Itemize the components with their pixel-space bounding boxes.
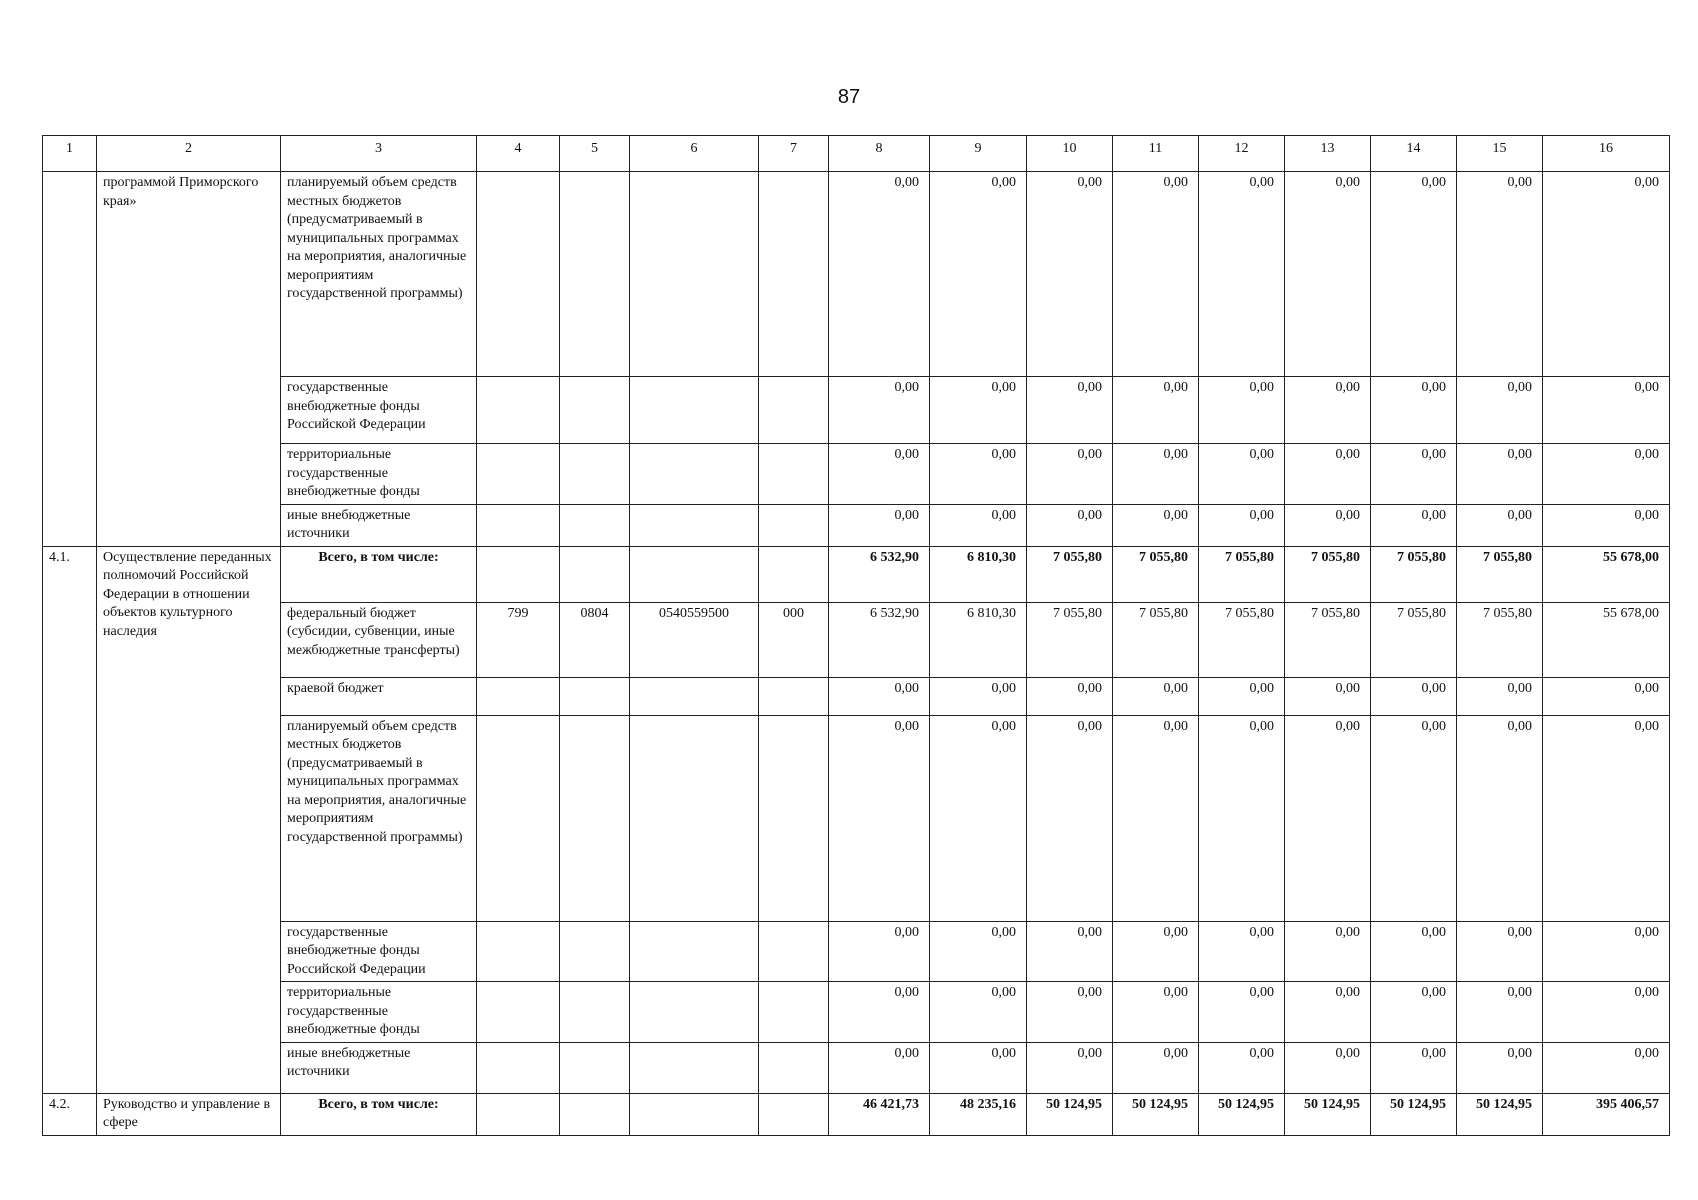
- amount-cell: 6 532,90: [829, 546, 930, 602]
- funding-source-cell: территориальные государственные внебюджетные фонды: [281, 982, 477, 1043]
- column-header: 13: [1285, 136, 1371, 172]
- code-cell: [477, 1093, 560, 1135]
- table-row: [43, 504, 1670, 546]
- page-number: 87: [837, 86, 861, 108]
- amount-cell: 0,00: [1371, 982, 1457, 1043]
- amount-cell: 7 055,80: [1113, 546, 1199, 602]
- amount-total-cell: 55 678,00: [1543, 546, 1670, 602]
- code-cell: [630, 677, 759, 715]
- amount-cell: 0,00: [1457, 444, 1543, 505]
- code-cell: [477, 377, 560, 444]
- amount-cell: 0,00: [1285, 982, 1371, 1043]
- funding-source-cell: государственные внебюджетные фонды Российской Федерации: [281, 377, 477, 444]
- funding-source-cell: Всего, в том числе:: [281, 546, 477, 602]
- amount-cell: 48 235,16: [930, 1093, 1027, 1135]
- amount-cell: 0,00: [1285, 444, 1371, 505]
- code-cell: [759, 1042, 829, 1093]
- amount-cell: 0,00: [829, 1042, 930, 1093]
- amount-total-cell: 0,00: [1543, 377, 1670, 444]
- amount-cell: 0,00: [1027, 677, 1113, 715]
- code-cell: [560, 504, 630, 546]
- row-number-cell: 4.1.: [43, 546, 97, 1093]
- amount-cell: 0,00: [1113, 1042, 1199, 1093]
- amount-cell: 0,00: [1371, 921, 1457, 982]
- code-cell: [759, 172, 829, 377]
- amount-cell: 7 055,80: [1199, 602, 1285, 677]
- table-row: [43, 982, 1670, 1043]
- code-cell: [560, 982, 630, 1043]
- code-cell: [477, 921, 560, 982]
- amount-cell: 0,00: [1285, 504, 1371, 546]
- amount-cell: 7 055,80: [1027, 602, 1113, 677]
- amount-cell: 7 055,80: [1457, 546, 1543, 602]
- amount-cell: 0,00: [930, 444, 1027, 505]
- amount-cell: 0,00: [1199, 715, 1285, 921]
- code-cell: [630, 982, 759, 1043]
- amount-cell: 0,00: [829, 921, 930, 982]
- amount-total-cell: 0,00: [1543, 504, 1670, 546]
- code-cell: 0540559500: [630, 602, 759, 677]
- amount-total-cell: 0,00: [1543, 172, 1670, 377]
- amount-cell: 7 055,80: [1113, 602, 1199, 677]
- amount-total-cell: 55 678,00: [1543, 602, 1670, 677]
- amount-cell: 0,00: [829, 504, 930, 546]
- code-cell: [759, 982, 829, 1043]
- table-row: [43, 921, 1670, 982]
- amount-cell: 7 055,80: [1457, 602, 1543, 677]
- amount-cell: 0,00: [1027, 982, 1113, 1043]
- code-cell: 799: [477, 602, 560, 677]
- amount-cell: 0,00: [1457, 1042, 1543, 1093]
- code-cell: [477, 982, 560, 1043]
- funding-source-cell: иные внебюджетные источники: [281, 504, 477, 546]
- code-cell: [759, 1093, 829, 1135]
- amount-cell: 0,00: [930, 1042, 1027, 1093]
- amount-cell: 0,00: [1027, 172, 1113, 377]
- amount-cell: 7 055,80: [1371, 602, 1457, 677]
- amount-cell: 0,00: [1113, 715, 1199, 921]
- amount-total-cell: 0,00: [1543, 677, 1670, 715]
- code-cell: 0804: [560, 602, 630, 677]
- column-header: 15: [1457, 136, 1543, 172]
- amount-cell: 50 124,95: [1457, 1093, 1543, 1135]
- amount-cell: 0,00: [1113, 504, 1199, 546]
- amount-cell: 7 055,80: [1199, 546, 1285, 602]
- amount-cell: 0,00: [930, 504, 1027, 546]
- table-row: [43, 715, 1670, 921]
- column-header: 8: [829, 136, 930, 172]
- table-row: [43, 172, 1670, 377]
- table-row: [43, 1042, 1670, 1093]
- amount-cell: 0,00: [1457, 377, 1543, 444]
- amount-cell: 0,00: [1285, 715, 1371, 921]
- amount-cell: 0,00: [930, 982, 1027, 1043]
- code-cell: [759, 677, 829, 715]
- table-row: [43, 444, 1670, 505]
- amount-cell: 0,00: [1027, 715, 1113, 921]
- code-cell: [560, 444, 630, 505]
- column-header: 9: [930, 136, 1027, 172]
- amount-cell: 0,00: [1457, 715, 1543, 921]
- amount-cell: 0,00: [1027, 1042, 1113, 1093]
- amount-cell: 7 055,80: [1285, 602, 1371, 677]
- amount-cell: 0,00: [1199, 504, 1285, 546]
- code-cell: 000: [759, 602, 829, 677]
- amount-cell: 0,00: [1113, 172, 1199, 377]
- amount-cell: 0,00: [1371, 172, 1457, 377]
- amount-cell: 0,00: [1027, 504, 1113, 546]
- code-cell: [630, 546, 759, 602]
- funding-source-cell: территориальные государственные внебюджетные фонды: [281, 444, 477, 505]
- code-cell: [759, 921, 829, 982]
- column-header: 6: [630, 136, 759, 172]
- row-number-cell: [43, 172, 97, 547]
- column-header: 3: [281, 136, 477, 172]
- table-row: [43, 602, 1670, 677]
- code-cell: [759, 504, 829, 546]
- column-header: 16: [1543, 136, 1670, 172]
- amount-cell: 0,00: [1199, 172, 1285, 377]
- amount-cell: 0,00: [829, 982, 930, 1043]
- amount-cell: 0,00: [1113, 982, 1199, 1043]
- amount-total-cell: 0,00: [1543, 921, 1670, 982]
- table-row: [43, 546, 1670, 602]
- code-cell: [560, 377, 630, 444]
- amount-cell: 6 810,30: [930, 602, 1027, 677]
- code-cell: [477, 677, 560, 715]
- amount-cell: 0,00: [1371, 444, 1457, 505]
- amount-cell: 0,00: [1371, 677, 1457, 715]
- amount-cell: 0,00: [930, 921, 1027, 982]
- amount-cell: 0,00: [829, 715, 930, 921]
- code-cell: [477, 1042, 560, 1093]
- amount-cell: 0,00: [1457, 504, 1543, 546]
- code-cell: [630, 377, 759, 444]
- amount-cell: 0,00: [930, 377, 1027, 444]
- amount-cell: 0,00: [1371, 1042, 1457, 1093]
- row-number-cell: 4.2.: [43, 1093, 97, 1135]
- amount-cell: 0,00: [1285, 677, 1371, 715]
- code-cell: [560, 921, 630, 982]
- table-row: [43, 1093, 1670, 1135]
- code-cell: [560, 546, 630, 602]
- table-row: [43, 377, 1670, 444]
- amount-cell: 50 124,95: [1285, 1093, 1371, 1135]
- column-header: 2: [97, 136, 281, 172]
- amount-cell: 0,00: [1199, 444, 1285, 505]
- amount-cell: 50 124,95: [1371, 1093, 1457, 1135]
- column-header: 12: [1199, 136, 1285, 172]
- code-cell: [630, 172, 759, 377]
- amount-cell: 7 055,80: [1285, 546, 1371, 602]
- column-header: 14: [1371, 136, 1457, 172]
- code-cell: [630, 504, 759, 546]
- funding-source-cell: краевой бюджет: [281, 677, 477, 715]
- amount-cell: 7 055,80: [1027, 546, 1113, 602]
- amount-cell: 6 810,30: [930, 546, 1027, 602]
- code-cell: [630, 715, 759, 921]
- amount-cell: 0,00: [1199, 982, 1285, 1043]
- amount-cell: 46 421,73: [829, 1093, 930, 1135]
- amount-total-cell: 0,00: [1543, 715, 1670, 921]
- amount-cell: 0,00: [1285, 1042, 1371, 1093]
- amount-cell: 6 532,90: [829, 602, 930, 677]
- amount-cell: 0,00: [930, 677, 1027, 715]
- amount-cell: 0,00: [1199, 677, 1285, 715]
- amount-cell: 50 124,95: [1113, 1093, 1199, 1135]
- amount-cell: 0,00: [1457, 172, 1543, 377]
- amount-cell: 50 124,95: [1027, 1093, 1113, 1135]
- code-cell: [759, 377, 829, 444]
- amount-cell: 0,00: [1027, 444, 1113, 505]
- amount-cell: 0,00: [930, 715, 1027, 921]
- code-cell: [630, 444, 759, 505]
- code-cell: [477, 172, 560, 377]
- amount-cell: 0,00: [829, 172, 930, 377]
- column-header: 4: [477, 136, 560, 172]
- amount-cell: 0,00: [1371, 377, 1457, 444]
- funding-source-cell: федеральный бюджет (субсидии, субвенции, иные межбюджетные трансферты): [281, 602, 477, 677]
- amount-cell: 0,00: [1113, 444, 1199, 505]
- funding-source-cell: иные внебюджетные источники: [281, 1042, 477, 1093]
- activity-name-cell: программой Приморского края»: [97, 172, 281, 547]
- amount-cell: 7 055,80: [1371, 546, 1457, 602]
- code-cell: [560, 715, 630, 921]
- amount-cell: 0,00: [930, 172, 1027, 377]
- amount-cell: 0,00: [1027, 921, 1113, 982]
- code-cell: [477, 546, 560, 602]
- funding-source-cell: планируемый объем средств местных бюджетов (предусматриваемый в муниципальных программах на мероприятия, аналогичные мероприятиям государственной программы): [281, 715, 477, 921]
- amount-total-cell: 0,00: [1543, 444, 1670, 505]
- column-header: 10: [1027, 136, 1113, 172]
- amount-cell: 0,00: [1199, 377, 1285, 444]
- code-cell: [477, 444, 560, 505]
- amount-cell: 0,00: [1457, 921, 1543, 982]
- amount-total-cell: 395 406,57: [1543, 1093, 1670, 1135]
- column-header: 11: [1113, 136, 1199, 172]
- activity-name-cell: Осуществление переданных полномочий Российской Федерации в отношении объектов культурного наследия: [97, 546, 281, 1093]
- amount-cell: 0,00: [1457, 677, 1543, 715]
- amount-cell: 0,00: [1199, 1042, 1285, 1093]
- table-row: [43, 677, 1670, 715]
- amount-cell: 0,00: [1285, 172, 1371, 377]
- code-cell: [477, 715, 560, 921]
- funding-source-cell: государственные внебюджетные фонды Российской Федерации: [281, 921, 477, 982]
- amount-cell: 0,00: [1285, 921, 1371, 982]
- amount-cell: 50 124,95: [1199, 1093, 1285, 1135]
- activity-name-cell: Руководство и управление в сфере: [97, 1093, 281, 1135]
- amount-cell: 0,00: [1285, 377, 1371, 444]
- code-cell: [759, 444, 829, 505]
- amount-cell: 0,00: [1371, 715, 1457, 921]
- code-cell: [759, 546, 829, 602]
- amount-total-cell: 0,00: [1543, 1042, 1670, 1093]
- funding-source-cell: Всего, в том числе:: [281, 1093, 477, 1135]
- amount-cell: 0,00: [1371, 504, 1457, 546]
- code-cell: [560, 1093, 630, 1135]
- amount-cell: 0,00: [1027, 377, 1113, 444]
- column-header: 1: [43, 136, 97, 172]
- amount-cell: 0,00: [1199, 921, 1285, 982]
- amount-cell: 0,00: [1113, 677, 1199, 715]
- column-header: 7: [759, 136, 829, 172]
- funding-source-cell: планируемый объем средств местных бюджетов (предусматриваемый в муниципальных программах на мероприятия, аналогичные мероприятиям государственной программы): [281, 172, 477, 377]
- amount-cell: 0,00: [1113, 921, 1199, 982]
- code-cell: [630, 1093, 759, 1135]
- code-cell: [560, 172, 630, 377]
- code-cell: [477, 504, 560, 546]
- amount-cell: 0,00: [829, 377, 930, 444]
- amount-cell: 0,00: [1457, 982, 1543, 1043]
- amount-total-cell: 0,00: [1543, 982, 1670, 1043]
- amount-cell: 0,00: [829, 444, 930, 505]
- code-cell: [759, 715, 829, 921]
- column-header: 5: [560, 136, 630, 172]
- budget-table: [42, 135, 1670, 1136]
- column-number-header-row: [43, 136, 1670, 172]
- amount-cell: 0,00: [1113, 377, 1199, 444]
- code-cell: [560, 677, 630, 715]
- code-cell: [560, 1042, 630, 1093]
- amount-cell: 0,00: [829, 677, 930, 715]
- code-cell: [630, 921, 759, 982]
- code-cell: [630, 1042, 759, 1093]
